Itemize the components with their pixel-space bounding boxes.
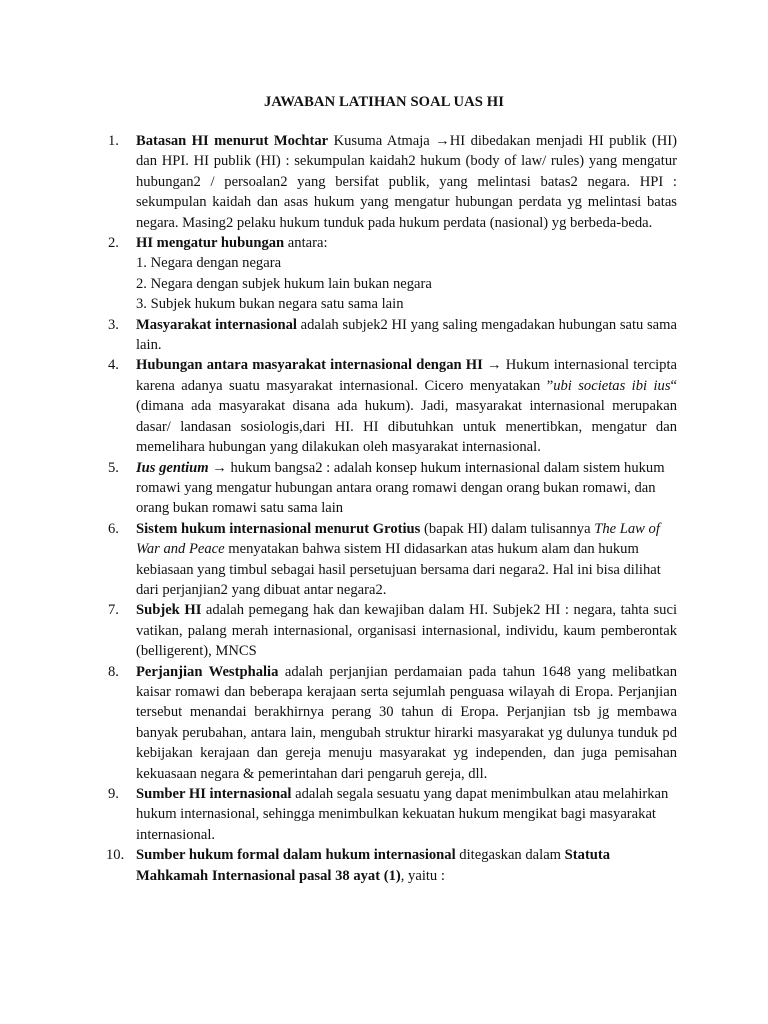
answer-list [106,131,678,886]
item-heading: Subjek HI [136,602,202,619]
item-heading: Ius gentium [136,459,209,476]
item-heading: Sumber HI internasional [136,786,292,802]
item-text: antara: [284,235,328,252]
item-heading: Sistem hukum internasional menurut Grotius [136,520,421,537]
list-item [108,131,677,233]
item-heading: Hubungan antara masyarakat internasional dengan HI [136,357,483,374]
item-heading: Sumber hukum formal dalam hukum internasional [136,847,456,864]
item-number: 1. [108,133,119,149]
list-item [108,784,677,845]
item-number: 10. [106,847,125,864]
item-number: 8. [108,663,119,680]
item-number: 2. [108,235,119,252]
sub-item: 3. Subjek hukum bukan negara satu sama lain [136,296,404,313]
item-text: adalah pemegang hak dan kewajiban dalam HI. Subjek2 HI : negara, tahta suci vatikan, palang merah internasional, organisasi internasional, individu, kaum pemberontak (belligerent), MNCS [136,602,678,660]
item-number: 4. [108,357,119,374]
document-title: JAWABAN LATIHAN SOAL UAS HI [263,94,505,110]
list-item [108,233,677,315]
item-heading: Perjanjian Westphalia [136,663,279,680]
item-text: ditegaskan dalam [455,847,565,864]
sub-item: 2. Negara dengan subjek hukum lain bukan negara [136,275,432,292]
item-heading: Masyarakat internasional [136,316,297,333]
list-item [108,315,677,356]
list-item [106,845,677,886]
item-number: 6. [108,520,119,537]
item-number: 9. [108,786,119,802]
list-item [108,458,677,519]
list-item [108,519,677,601]
item-number: 5. [108,459,119,476]
statute-reference: Statuta Mahkamah Internasional pasal 38 ayat (1) [136,847,611,884]
item-text: → hukum bangsa2 : adalah konsep hukum internasional dalam sistem hukum romawi yang mengatur hubungan antara orang romawi dengan orang bukan romawi, dan orang bukan romawi satu sama lain [136,459,665,517]
book-title: The Law of War and Peace [136,520,660,558]
list-item [108,600,678,661]
latin-quote: ubi societas ibi ius [553,377,671,394]
item-text: → Hukum internasional tercipta karena adanya suatu masyarakat internasional. Cicero menyatakan ” [136,357,677,394]
item-text: adalah perjanjian perdamaian pada tahun 1648 yang melibatkan kaisar romawi dan beberapa kerajaan serta sejumlah penguasa wilayah di Eropa. Perjanjian tersebut menandai berakhirnya perang 30 tahun di Eropa. Perjanjian tsb jg membawa banyak perubahan, antara lain, mengubah struktur hirarki masyarakat yg dulunya tunduk pd kebijakan kerajaan dan gereja menuju masyarakat yg independen, dan juga pemisahan kekuasaan negara & pemerintahan dari pengaruh gereja, dll. [136,663,677,782]
item-text: “ (dimana ada masyarakat disana ada hukum). Jadi, masyarakat internasional merupakan dasar/ landasan sosiologis,dari HI. HI dibutuhkan untuk menertibkan, mengatur dan memelihara hubungan yang dilakukan oleh masyarakat internasional. [136,377,677,456]
list-item [108,355,677,457]
item-text: adalah segala sesuatu yang dapat menimbulkan atau melahirkan hukum internasional, sehingga menimbulkan kekuatan hukum mengikat bagi masyarakat internasional. [136,786,669,843]
item-text: (bapak HI) dalam tulisannya [420,520,595,537]
item-heading: Batasan HI menurut Mochtar [136,133,329,149]
item-heading: HI mengatur hubungan [136,235,285,252]
item-number: 3. [108,316,119,333]
item-text: Kusuma Atmaja →HI dibedakan menjadi HI publik (HI) dan HPI. HI publik (HI) : sekumpulan kaidah2 hukum (body of law/ rules) yang mengatur hubungan2 / persoalan2 yang bersifat publik, yang melintasi batas2 negara. HPI : sekumpulan kaidah dan asas hukum yang mengatur hubungan perdata yg melintasi batas negara. Masing2 pelaku hukum tunduk pada hukum perdata (nasional) yg berbeda-beda. [136,133,677,231]
item-number: 7. [108,602,119,619]
item-text: adalah subjek2 HI yang saling mengadakan hubungan satu sama lain. [136,316,677,354]
list-item [108,662,677,784]
item-text: , yaitu : [400,867,445,884]
sub-item: 1. Negara dengan negara [136,255,282,272]
item-text: menyatakan bahwa sistem HI didasarkan atas hukum alam dan hukum kebiasaan yang timbul sebagai hasil persetujuan bersama dari negara2. Hal ini bisa dilihat dari perjanjian2 yang dibuat antar negara2. [136,541,661,598]
